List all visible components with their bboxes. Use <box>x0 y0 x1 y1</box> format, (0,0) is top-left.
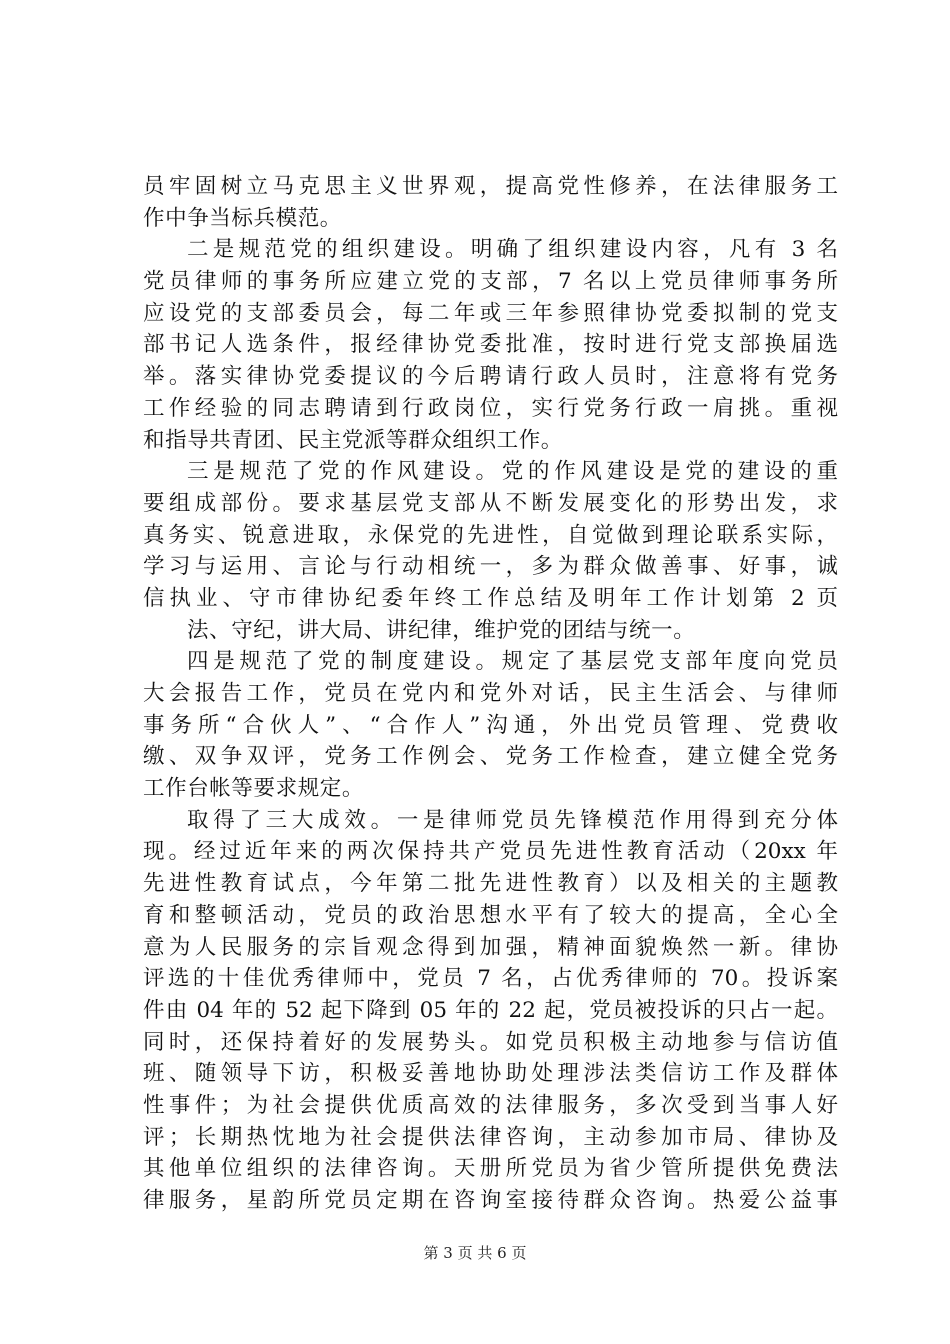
text-line: 工作经验的同志聘请到行政岗位，实行党务行政一肩挑。重视 <box>143 395 838 421</box>
text-line: 四是规范了党的制度建设。规定了基层党支部年度向党员 <box>187 649 838 675</box>
text-line: 大会报告工作，党员在党内和党外对话，民主生活会、与律师 <box>143 681 838 706</box>
text-line: 和指导共青团、民主党派等群众组织工作。 <box>143 427 563 453</box>
text-line: 二是规范党的组织建设。明确了组织建设内容，凡有 3 名 <box>187 237 838 263</box>
body-text <box>143 171 838 1217</box>
text-line: 其他单位组织的法律咨询。天册所党员为省少管所提供免费法 <box>143 1156 838 1182</box>
text-line: 件由 04 年的 52 起下降到 05 年的 22 起，党员被投诉的只占一起。 <box>143 997 838 1023</box>
page-footer <box>0 1244 950 1262</box>
text-line: 三是规范了党的作风建设。党的作风建设是党的建设的重 <box>187 459 838 485</box>
page-number: 第 3 页 共 6 页 <box>423 1244 527 1262</box>
text-line: 意为人民服务的宗旨观念得到加强，精神面貌焕然一新。律协 <box>143 934 838 960</box>
text-line: 法、守纪，讲大局、讲纪律，维护党的团结与统一。 <box>187 617 696 643</box>
text-line: 真务实、锐意进取，永保党的先进性，自觉做到理论联系实际， <box>143 522 838 548</box>
text-line: 事务所“合伙人”、“合作人”沟通，外出党员管理、党费收 <box>143 712 838 738</box>
text-line: 性事件；为社会提供优质高效的法律服务，多次受到当事人好 <box>143 1092 838 1118</box>
text-line: 信执业、守市律协纪委年终工作总结及明年工作计划第 2 页 <box>143 585 838 611</box>
text-line: 缴、双争双评，党务工作例会、党务工作检查，建立健全党务 <box>143 744 838 770</box>
text-line: 学习与运用、言论与行动相统一，多为群众做善事、好事，诚 <box>143 554 838 580</box>
text-line: 员牢固树立马克思主义世界观，提高党性修养，在法律服务工 <box>143 174 838 199</box>
text-line: 班、随领导下访，积极妥善地协助处理涉法类信访工作及群体 <box>143 1061 838 1087</box>
text-line: 举。落实律协党委提议的今后聘请行政人员时，注意将有党务 <box>143 364 838 390</box>
text-line: 评选的十佳优秀律师中，党员 7 名，占优秀律师的 70。投诉案 <box>143 966 838 992</box>
text-line: 育和整顿活动，党员的政治思想水平有了较大的提高，全心全 <box>143 902 838 928</box>
text-line: 应设党的支部委员会，每二年或三年参照律协党委拟制的党支 <box>143 300 838 326</box>
text-line: 工作台帐等要求规定。 <box>143 776 365 802</box>
text-line: 要组成部份。要求基层党支部从不断发展变化的形势出发，求 <box>143 490 838 516</box>
text-line: 现。经过近年来的两次保持共产党员先进性教育活动（20xx 年 <box>143 839 838 865</box>
text-line: 部书记人选条件，报经律协党委批准，按时进行党支部换届选 <box>143 332 838 358</box>
text-line: 律服务，星韵所党员定期在咨询室接待群众咨询。热爱公益事 <box>143 1188 838 1213</box>
text-line: 党员律师的事务所应建立党的支部，7 名以上党员律师事务所 <box>143 269 838 295</box>
text-line: 评；长期热忱地为社会提供法律咨询，主动参加市局、律协及 <box>143 1124 838 1150</box>
text-line: 取得了三大成效。一是律师党员先锋模范作用得到充分体 <box>187 807 838 833</box>
text-line: 同时，还保持着好的发展势头。如党员积极主动地参与信访值 <box>143 1029 838 1055</box>
text-line: 作中争当标兵模范。 <box>143 205 342 231</box>
text-line: 先进性教育试点，今年第二批先进性教育）以及相关的主题教 <box>143 871 838 897</box>
